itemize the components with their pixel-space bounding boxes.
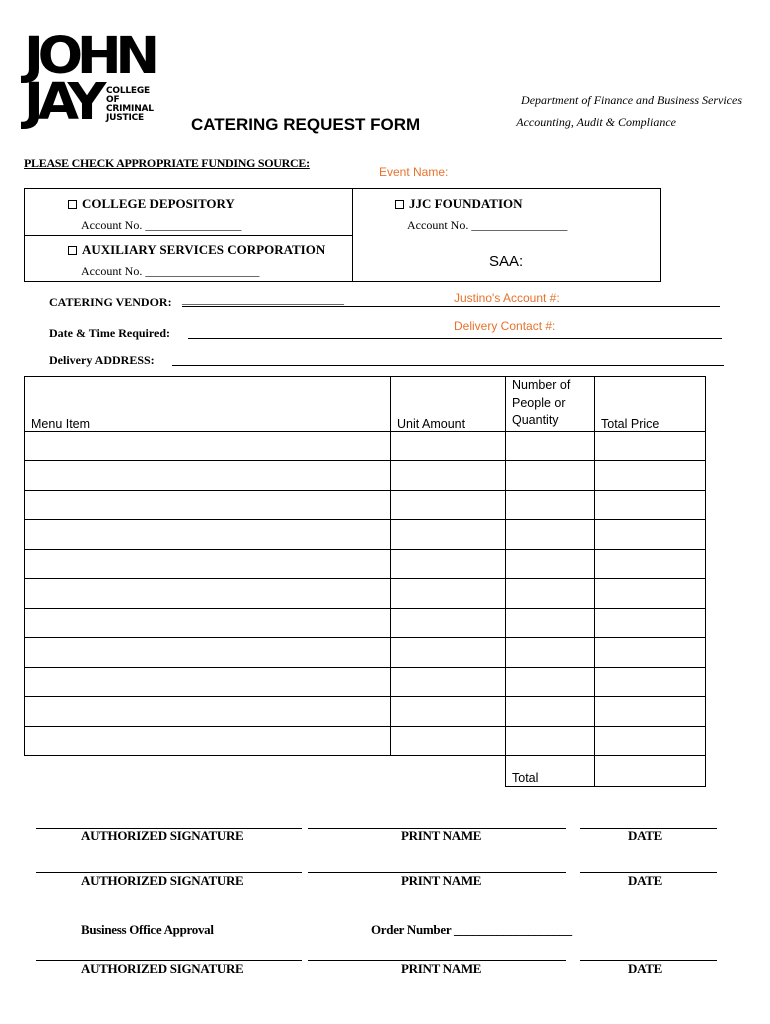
logo-college-text: COLLEGE OF CRIMINAL JUSTICE <box>106 86 154 123</box>
table-row[interactable] <box>25 667 706 697</box>
catering-vendor-label: CATERING VENDOR: <box>49 295 172 309</box>
college-depository-account[interactable]: Account No. ________________ <box>81 218 242 232</box>
justinos-account-label: Justino's Account #: <box>454 291 560 305</box>
page-title: CATERING REQUEST FORM <box>191 115 421 134</box>
total-label: Total <box>506 756 595 787</box>
event-name-label: Event Name: <box>379 165 449 179</box>
order-number-field[interactable]: Order Number ___________________ <box>371 922 572 937</box>
authorized-signature-label-1: AUTHORIZED SIGNATURE <box>81 828 244 843</box>
table-row[interactable] <box>25 461 706 491</box>
table-header-row <box>25 377 706 432</box>
table-row[interactable] <box>25 520 706 550</box>
menu-item-header: Menu Item <box>25 377 391 432</box>
total-row <box>25 756 706 787</box>
date-label-3: DATE <box>628 961 662 976</box>
table-row[interactable] <box>25 697 706 727</box>
logo-jay: JAY <box>24 73 101 132</box>
checkbox-icon[interactable] <box>395 200 404 209</box>
college-depository-option[interactable]: COLLEGE DEPOSITORY <box>68 196 235 212</box>
department-name: Department of Finance and Business Services <box>521 93 742 107</box>
date-label-1: DATE <box>628 828 662 843</box>
john-jay-logo <box>24 27 154 134</box>
table-row[interactable] <box>25 638 706 668</box>
business-office-approval-label: Business Office Approval <box>81 922 214 937</box>
delivery-address-underline[interactable] <box>172 365 724 366</box>
table-row[interactable] <box>25 726 706 756</box>
total-value-cell[interactable] <box>595 756 706 787</box>
auxiliary-services-account[interactable]: Account No. ___________________ <box>81 264 260 278</box>
print-name-label-1: PRINT NAME <box>401 828 482 843</box>
table-row[interactable] <box>25 490 706 520</box>
auxiliary-services-option[interactable]: AUXILIARY SERVICES CORPORATION <box>68 242 325 258</box>
department-subunit: Accounting, Audit & Compliance <box>516 115 676 129</box>
table-row[interactable] <box>25 431 706 461</box>
unit-amount-header: Unit Amount <box>391 377 506 432</box>
logo-john: JOHN <box>24 27 154 86</box>
catering-vendor-underline[interactable] <box>182 306 720 307</box>
table-row[interactable] <box>25 608 706 638</box>
menu-items-table <box>24 376 706 787</box>
jjc-foundation-option[interactable]: JJC FOUNDATION <box>395 196 523 212</box>
date-label-2: DATE <box>628 873 662 888</box>
checkbox-icon[interactable] <box>68 200 77 209</box>
total-price-header: Total Price <box>595 377 706 432</box>
delivery-address-label: Delivery ADDRESS: <box>49 353 155 367</box>
authorized-signature-label-2: AUTHORIZED SIGNATURE <box>81 873 244 888</box>
checkbox-icon[interactable] <box>68 246 77 255</box>
print-name-label-2: PRINT NAME <box>401 873 482 888</box>
jjc-foundation-account[interactable]: Account No. ________________ <box>407 218 568 232</box>
delivery-contact-label: Delivery Contact #: <box>454 319 556 333</box>
date-time-label: Date & Time Required: <box>49 326 170 340</box>
quantity-header: Number of People or Quantity <box>506 377 595 432</box>
funding-instruction: PLEASE CHECK APPROPRIATE FUNDING SOURCE: <box>24 156 310 170</box>
table-row[interactable] <box>25 579 706 609</box>
date-time-underline[interactable] <box>188 338 722 339</box>
authorized-signature-label-3: AUTHORIZED SIGNATURE <box>81 961 244 976</box>
print-name-label-3: PRINT NAME <box>401 961 482 976</box>
saa-label: SAA: <box>489 253 524 270</box>
table-row[interactable] <box>25 549 706 579</box>
catering-vendor-line[interactable]: ___________________________ <box>182 292 344 306</box>
